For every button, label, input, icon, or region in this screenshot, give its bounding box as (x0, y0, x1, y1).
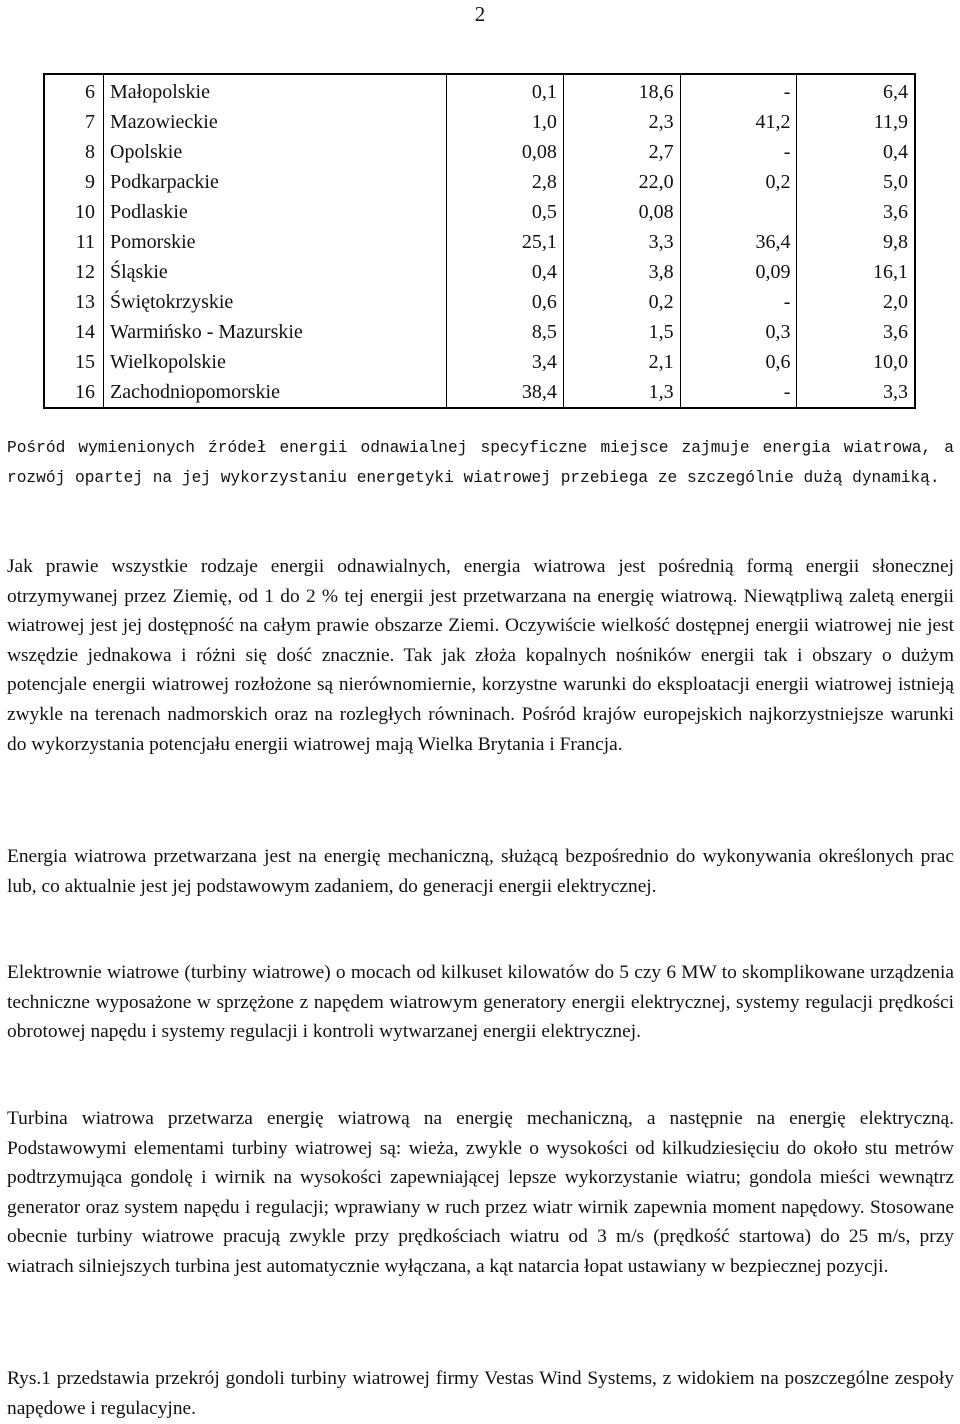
value-col-2: 22,0 (563, 167, 680, 197)
table-row (44, 347, 915, 377)
value-col-1: 0,08 (447, 137, 564, 167)
value-col-1: 0,4 (447, 257, 564, 287)
value-col-2: 1,3 (563, 377, 680, 408)
table-row (44, 317, 915, 347)
region-name: Opolskie (104, 137, 447, 167)
table-row (44, 167, 915, 197)
value-col-4: 3,3 (797, 377, 915, 408)
table-row (44, 287, 915, 317)
value-col-1: 8,5 (447, 317, 564, 347)
region-name: Wielkopolskie (104, 347, 447, 377)
value-col-3: - (680, 377, 797, 408)
value-col-3: 0,2 (680, 167, 797, 197)
row-number: 6 (44, 74, 104, 107)
region-name: Zachodniopomorskie (104, 377, 447, 408)
paragraph-1: Pośród wymienionych źródeł energii odnawialnej specyficzne miejsce zajmuje energia wiatrowa, a rozwój opartej na jej wykorzystaniu energetyki wiatrowej przebiega ze szczególnie dużą dynamiką. (7, 439, 954, 487)
value-col-4: 9,8 (797, 227, 915, 257)
table-row (44, 377, 915, 408)
value-col-2: 2,1 (563, 347, 680, 377)
row-number: 8 (44, 137, 104, 167)
value-col-3: 0,6 (680, 347, 797, 377)
paragraph-3: Energia wiatrowa przetwarzana jest na energię mechaniczną, służącą bezpośrednio do wykonywania określonych prac lub, co aktualnie jest jej podstawowym zadaniem, do generacji energii elektrycznej. (7, 846, 954, 897)
value-col-4: 11,9 (797, 107, 915, 137)
paragraph-5: Turbina wiatrowa przetwarza energię wiatrową na energię mechaniczną, a następnie na energię elektryczną. Podstawowymi elementami turbiny wiatrowej są: wieża, zwykle o wysokości od kilkudziesięciu do około stu metrów podtrzymująca gondolę i wirnik na wysokości zapewniającej lepsze wykorzystanie wiatru; gondola mieści wewnątrz generator oraz system napędu i regulacji; wprawiany w ruch przez wiatr wirnik zapewnia moment napędowy. Stosowane obecnie turbiny wiatrowe pracują zwykle przy prędkościach wiatru od 3 m/s (prędkość startowa) do 25 m/s, przy wiatrach silniejszych turbina jest automatycznie wyłączana, a kąt natarcia łopat ustawiany w bezpiecznej pozycji. (7, 1108, 954, 1277)
table-row (44, 74, 915, 107)
page-number: 2 (474, 2, 486, 26)
table-row (44, 137, 915, 167)
value-col-2: 3,8 (563, 257, 680, 287)
value-col-1: 1,0 (447, 107, 564, 137)
value-col-4: 6,4 (797, 74, 915, 107)
row-number: 15 (44, 347, 104, 377)
value-col-1: 2,8 (447, 167, 564, 197)
region-name: Pomorskie (104, 227, 447, 257)
table-row (44, 257, 915, 287)
region-name: Małopolskie (104, 74, 447, 107)
value-col-2: 1,5 (563, 317, 680, 347)
value-col-2: 18,6 (563, 74, 680, 107)
row-number: 11 (44, 227, 104, 257)
data-table (43, 73, 916, 409)
value-col-1: 0,5 (447, 197, 564, 227)
value-col-3: 0,3 (680, 317, 797, 347)
value-col-4: 16,1 (797, 257, 915, 287)
value-col-1: 25,1 (447, 227, 564, 257)
paragraph-6: Rys.1 przedstawia przekrój gondoli turbiny wiatrowej firmy Vestas Wind Systems, z widokiem na poszczególne zespoły napędowe i regulacyjne. (7, 1368, 954, 1419)
row-number: 16 (44, 377, 104, 408)
value-col-2: 0,08 (563, 197, 680, 227)
region-name: Mazowieckie (104, 107, 447, 137)
value-col-1: 0,6 (447, 287, 564, 317)
row-number: 13 (44, 287, 104, 317)
paragraph-2: Jak prawie wszystkie rodzaje energii odnawialnych, energia wiatrowa jest pośrednią formą energii słonecznej otrzymywanej przez Ziemię, od 1 do 2 % tej energii jest przetwarzana na energię wiatrową. Niewątpliwą zaletą energii wiatrowej jest jej dostępność na całym prawie obszarze Ziemi. Oczywiście wielkość dostępnej energii wiatrowej nie jest wszędzie jednakowa i różni się dość znacznie. Tak jak złoża kopalnych nośników energii tak i obszary o dużym potencjale energii wiatrowej rozłożone są nierównomiernie, korzystne warunki do eksploatacji energii wiatrowej istnieją zwykle na terenach nadmorskich oraz na rozległych równinach. Pośród krajów europejskich najkorzystniejsze warunki do wykorzystania potencjału energii wiatrowej mają Wielka Brytania i Francja. (7, 556, 954, 755)
paragraph-4: Elektrownie wiatrowe (turbiny wiatrowe) o mocach od kilkuset kilowatów do 5 czy 6 MW to skomplikowane urządzenia techniczne wyposażone w sprzężone z napędem wiatrowym generatory energii elektrycznej, systemy regulacji prędkości obrotowej napędu i systemy regulacji i kontroli wytwarzanej energii elektrycznej. (7, 962, 954, 1043)
row-number: 12 (44, 257, 104, 287)
value-col-3: 36,4 (680, 227, 797, 257)
value-col-3: 41,2 (680, 107, 797, 137)
value-col-3: - (680, 287, 797, 317)
region-name: Świętokrzyskie (104, 287, 447, 317)
row-number: 7 (44, 107, 104, 137)
value-col-3: - (680, 137, 797, 167)
row-number: 10 (44, 197, 104, 227)
region-name: Podlaskie (104, 197, 447, 227)
value-col-4: 3,6 (797, 197, 915, 227)
value-col-4: 2,0 (797, 287, 915, 317)
value-col-3 (680, 197, 797, 227)
region-name: Podkarpackie (104, 167, 447, 197)
value-col-2: 2,3 (563, 107, 680, 137)
region-name: Śląskie (104, 257, 447, 287)
value-col-2: 0,2 (563, 287, 680, 317)
value-col-3: - (680, 74, 797, 107)
value-col-1: 3,4 (447, 347, 564, 377)
value-col-2: 2,7 (563, 137, 680, 167)
value-col-1: 38,4 (447, 377, 564, 408)
value-col-4: 3,6 (797, 317, 915, 347)
value-col-1: 0,1 (447, 74, 564, 107)
table-row (44, 197, 915, 227)
region-name: Warmińsko - Mazurskie (104, 317, 447, 347)
value-col-2: 3,3 (563, 227, 680, 257)
table-row (44, 227, 915, 257)
value-col-3: 0,09 (680, 257, 797, 287)
row-number: 14 (44, 317, 104, 347)
value-col-4: 10,0 (797, 347, 915, 377)
value-col-4: 0,4 (797, 137, 915, 167)
table-row (44, 107, 915, 137)
value-col-4: 5,0 (797, 167, 915, 197)
row-number: 9 (44, 167, 104, 197)
